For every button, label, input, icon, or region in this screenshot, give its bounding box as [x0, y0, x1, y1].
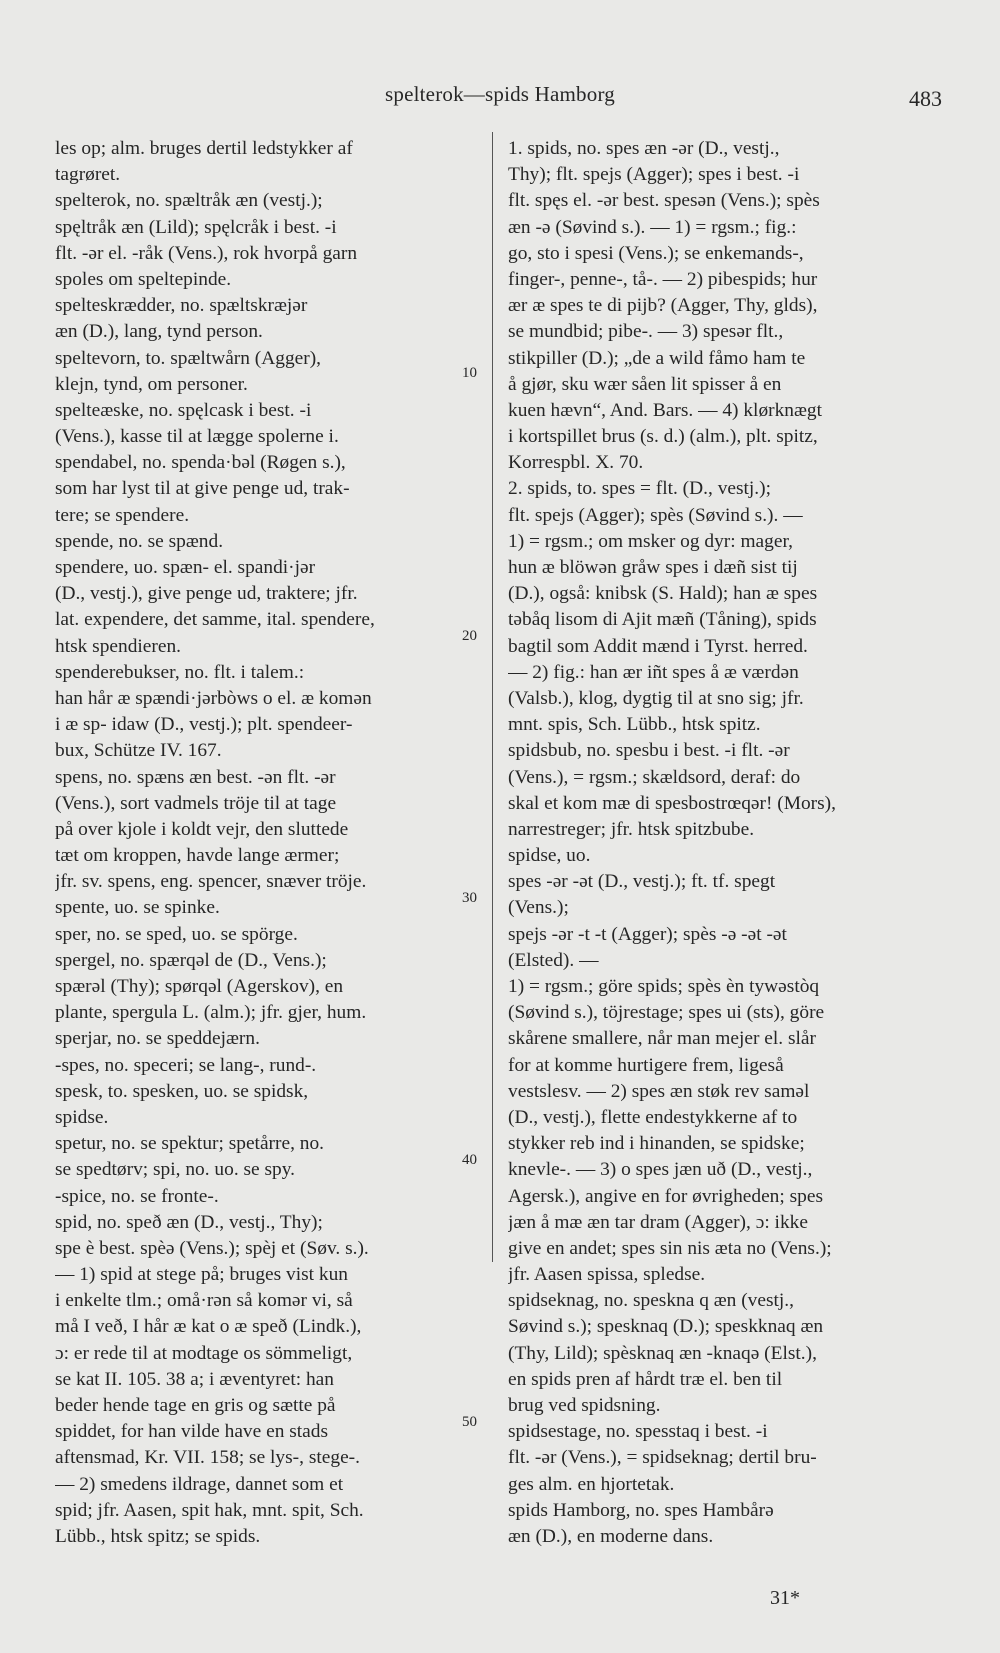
text-line: skårene smallere, når man mejer el. slår [508, 1028, 816, 1050]
text-line: spidse. [55, 1106, 109, 1128]
text-line: tæt om kroppen, havde lange ærmer; [55, 845, 340, 867]
text-line: 1. spids, no. spes æn -ər (D., vestj., [508, 138, 780, 159]
text-line: -spice, no. se fronte-. [55, 1185, 219, 1207]
text-line: en spids pren af hårdt træ el. ben til [508, 1368, 783, 1390]
running-header: spelterok—spids Hamborg [385, 82, 615, 106]
text-line: ær æ spes te di pijb? (Agger, Thy, glds), [508, 295, 818, 317]
text-line: flt. -ər el. -råk (Vens.), rok hvorpå garn [55, 242, 358, 264]
text-line: spidsbub, no. spesbu i best. -i flt. -ər [508, 740, 790, 762]
text-line: finger-, penne-, tå-. — 2) pibespids; hur [508, 268, 818, 290]
text-line: spe è best. spèə (Vens.); spèj et (Søv. s.). [55, 1237, 369, 1259]
text-line: knevle-. — 3) o spes jæn uð (D., vestj., [508, 1159, 813, 1181]
text-line: æn -ə (Søvind s.). — 1) = rgsm.; fig.: [508, 216, 797, 238]
text-line: tere; se spendere. [55, 504, 190, 526]
text-line: tagrøret. [55, 164, 121, 186]
text-line: ɔ: er rede til at modtage os sömmeligt, [55, 1342, 353, 1364]
text-line: htsk spendieren. [55, 635, 182, 657]
text-line: (D.), også: knibsk (S. Hald); han æ spes [508, 583, 818, 605]
text-line: på over kjole i koldt vejr, den sluttede [55, 818, 349, 840]
text-line: flt. spejs (Agger); spès (Søvind s.). — [508, 504, 803, 526]
text-line: lat. expendere, det samme, ital. spendere, [55, 609, 375, 631]
text-line: stykker reb ind i hinanden, se spidske; [508, 1133, 805, 1155]
text-line: spid; jfr. Aasen, spit hak, mnt. spit, Sch. [55, 1499, 364, 1521]
text-line: spelteskrædder, no. spæltskræjər [55, 295, 308, 317]
text-line: flt. -ər (Vens.), = spidseknag; dertil bru- [508, 1447, 817, 1469]
text-line: Thy); flt. spejs (Agger); spes i best. -i [508, 164, 800, 186]
text-line: spendere, uo. spæn- el. spandi·jər [55, 557, 316, 578]
text-line: se kat II. 105. 38 a; i æventyret: han [55, 1368, 334, 1390]
text-line: for at komme hurtigere frem, ligeså [508, 1054, 784, 1076]
text-line: flt. spęs el. -ər best. spesən (Vens.); spès [508, 190, 820, 212]
page-number: 483 [909, 86, 942, 111]
text-line: spende, no. se spænd. [55, 530, 224, 552]
text-line: spids Hamborg, no. spes Hambårə [508, 1499, 774, 1521]
text-line: skal et kom mæ di spesbostrœqər! (Mors), [508, 792, 836, 814]
text-line: mnt. spis, Sch. Lübb., htsk spitz. [508, 714, 761, 736]
text-line: go, sto i spesi (Vens.); se enkemands-, [508, 242, 804, 264]
text-line: spelterok, no. spæltråk æn (vestj.); [55, 190, 323, 212]
text-line: (Vens.), = rgsm.; skældsord, deraf: do [508, 766, 801, 788]
text-line: se spedtørv; spi, no. uo. se spy. [55, 1159, 296, 1181]
text-line: bagtil som Addit mænd i Tyrst. herred. [508, 635, 808, 657]
line-number: 10 [462, 365, 477, 381]
text-line: (D., vestj.), give penge ud, traktere; jfr. [55, 583, 358, 605]
text-line: Lübb., htsk spitz; se spids. [55, 1525, 261, 1547]
right-column [508, 136, 944, 1550]
line-number: 30 [462, 890, 477, 906]
text-line: (Vens.), kasse til at lægge spolerne i. [55, 426, 339, 448]
text-line: (Vens.), sort vadmels tröje til at tage [55, 792, 337, 814]
text-line: les op; alm. bruges dertil ledstykker af [55, 138, 353, 159]
text-line: spelteæske, no. spęlcask i best. -i [55, 399, 312, 421]
text-line: spejs -ər -t -t (Agger); spès -ə -ət -ət [508, 923, 787, 945]
text-line: sper, no. se sped, uo. se spörge. [55, 923, 298, 945]
text-line: se mundbid; pibe-. — 3) spesər flt., [508, 321, 784, 343]
text-line: ges alm. en hjortetak. [508, 1473, 675, 1495]
text-line: spergel, no. spærqəl de (D., Vens.); [55, 949, 327, 971]
text-line: vestslesv. — 2) spes æn støk rev saməl [508, 1080, 810, 1102]
text-line: plante, spergula L. (alm.); jfr. gjer, hum. [55, 1002, 367, 1024]
text-line: — 2) fig.: han ær iñt spes å æ værdən [508, 661, 799, 683]
left-column [55, 136, 485, 1550]
text-line: -spes, no. speceri; se lang-, rund-. [55, 1054, 317, 1076]
text-line: Korrespbl. X. 70. [508, 452, 644, 474]
text-line: jfr. sv. spens, eng. spencer, snæver tröje. [55, 871, 367, 893]
text-line: 2. spids, to. spes = flt. (D., vestj.); [508, 478, 772, 500]
text-line: give en andet; spes sin nis æta no (Vens.); [508, 1237, 832, 1259]
text-line: stikpiller (D.); „de a wild fåmo ham te [508, 347, 806, 369]
text-line: i æ sp- idaw (D., vestj.); plt. spendeer- [55, 714, 353, 736]
line-number: 50 [462, 1414, 477, 1430]
column-divider [492, 132, 493, 1262]
text-line: æn (D.), en moderne dans. [508, 1525, 714, 1547]
text-line: spærəl (Thy); spørqəl (Agerskov), en [55, 976, 344, 997]
text-line: kuen hævn“, And. Bars. — 4) klørknægt [508, 399, 822, 421]
text-line: — 2) smedens ildrage, dannet som et [55, 1473, 344, 1495]
text-line: spiddet, for han vilde have en stads [55, 1421, 329, 1443]
text-line: brug ved spidsning. [508, 1395, 661, 1416]
text-line: å gjør, sku wær såen lit spisser å en [508, 373, 782, 395]
text-line: Agersk.), angive en for øvrigheden; spes [508, 1185, 824, 1207]
text-line: speltevorn, to. spæltwårn (Agger), [55, 347, 322, 369]
text-line: bux, Schütze IV. 167. [55, 740, 222, 762]
text-line: hun æ blöwən gråw spes i dæñ sist tij [508, 557, 798, 578]
text-line: 1) = rgsm.; göre spids; spès èn tywəstòq [508, 976, 820, 997]
text-line: (Valsb.), klog, dygtig til at sno sig; jfr. [508, 687, 804, 709]
text-line: — 1) spid at stege på; bruges vist kun [55, 1264, 348, 1286]
text-line: aftensmad, Kr. VII. 158; se lys-, stege-. [55, 1447, 360, 1469]
text-line: æn (D.), lang, tynd person. [55, 321, 263, 343]
text-line: (Søvind s.), töjrestage; spes ui (sts), göre [508, 1002, 825, 1024]
text-line: (Thy, Lild); spèsknaq æn -knaqə (Elst.), [508, 1342, 817, 1364]
text-line: spesk, to. spesken, uo. se spidsk, [55, 1080, 309, 1102]
text-line: som har lyst til at give penge ud, trak- [55, 478, 350, 500]
line-number: 40 [462, 1152, 477, 1168]
text-line: spidsestage, no. spesstaq i best. -i [508, 1421, 768, 1443]
text-line: təbåq lisom di Ajit mæñ (Tåning), spids [508, 609, 817, 631]
text-line: (Vens.); [508, 897, 569, 919]
text-line: i enkelte tlm.; omå·rən så komər vi, så [55, 1290, 353, 1312]
text-line: spoles om speltepinde. [55, 268, 232, 290]
text-line: Søvind s.); spesknaq (D.); speskknaq æn [508, 1316, 824, 1338]
text-line: narrestreger; jfr. htsk spitzbube. [508, 818, 755, 840]
text-line: spęltråk æn (Lild); spęlcråk i best. -i [55, 216, 337, 238]
text-line: spenderebukser, no. flt. i talem.: [55, 661, 305, 683]
signature-mark: 31* [770, 1587, 800, 1609]
text-line: spendabel, no. spenda·bəl (Røgen s.), [55, 452, 346, 474]
text-line: 1) = rgsm.; om msker og dyr: mager, [508, 530, 793, 552]
text-line: spid, no. speð æn (D., vestj., Thy); [55, 1211, 323, 1233]
text-line: spente, uo. se spinke. [55, 897, 220, 919]
text-line: sperjar, no. se speddejærn. [55, 1028, 260, 1050]
text-line: han hår æ spændi·jərbòws o el. æ komən [55, 687, 372, 709]
text-line: spes -ər -ət (D., vestj.); ft. tf. spegt [508, 871, 776, 893]
text-line: i kortspillet brus (s. d.) (alm.), plt. spitz, [508, 426, 818, 448]
text-line: klejn, tynd, om personer. [55, 373, 248, 395]
text-line: må I veð, I hår æ kat o æ speð (Lindk.), [55, 1316, 362, 1338]
text-line: spidse, uo. [508, 845, 591, 867]
text-line: (Elsted). — [508, 949, 599, 971]
text-line: jæn å mæ æn tar dram (Agger), ɔ: ikke [508, 1211, 808, 1233]
text-line: spens, no. spæns æn best. -ən flt. -ər [55, 766, 336, 788]
line-number: 20 [462, 628, 477, 644]
text-line: spetur, no. se spektur; spetårre, no. [55, 1133, 325, 1155]
text-line: beder hende tage en gris og sætte på [55, 1395, 336, 1416]
text-line: (D., vestj.), flette endestykkerne af to [508, 1106, 798, 1128]
text-line: jfr. Aasen spissa, spledse. [508, 1264, 706, 1286]
text-line: spidseknag, no. speskna q æn (vestj., [508, 1290, 794, 1312]
